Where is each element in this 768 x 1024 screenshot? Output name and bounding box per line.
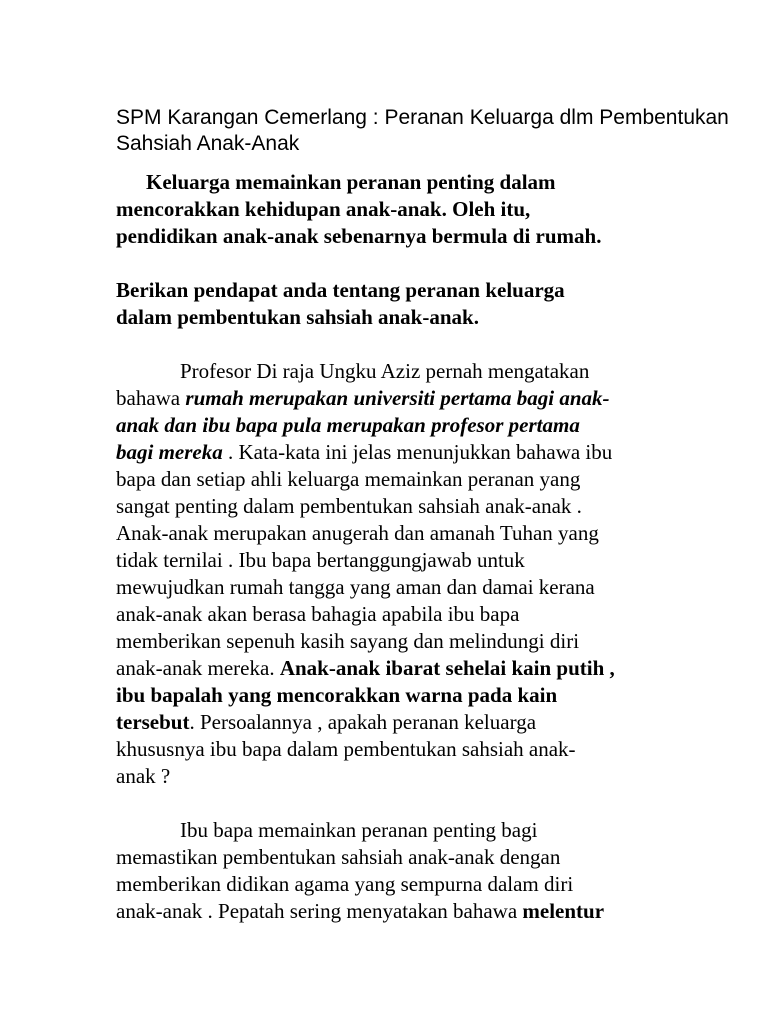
paragraph-line	[116, 385, 610, 411]
paragraph-line: Ibu bapa memainkan peranan penting bagi	[180, 818, 538, 842]
paragraph-line: tidak ternilai . Ibu bapa bertanggungjawab untuk	[116, 548, 525, 572]
emphasis-text: rumah merupakan universiti pertama bagi anak-	[185, 386, 610, 410]
paragraph-line: khususnya ibu bapa dalam pembentukan sahsiah anak-	[116, 737, 576, 761]
bold-text: Anak-anak ibarat sehelai kain putih ,	[279, 656, 615, 680]
paragraph-line: anak ?	[116, 764, 171, 788]
intro-line: pendidikan anak-anak sebenarnya bermula di rumah.	[116, 224, 602, 248]
bold-line: ibu bapalah yang mencorakkan warna pada kain	[116, 683, 558, 707]
text-run: . Persoalannya , apakah peranan keluarga	[189, 710, 537, 734]
paragraph-line	[116, 898, 604, 924]
paragraph-line: Profesor Di raja Ungku Aziz pernah mengatakan	[180, 359, 590, 383]
paragraph-line	[116, 709, 536, 735]
paragraph-line: sangat penting dalam pembentukan sahsiah anak-anak .	[116, 494, 582, 518]
text-run: . Kata-kata ini jelas menunjukkan bahawa ibu	[222, 440, 613, 464]
bold-text: tersebut	[116, 710, 190, 734]
text-run: anak-anak . Pepatah sering menyatakan bahawa	[116, 899, 523, 923]
paragraph-line: bapa dan setiap ahli keluarga memainkan peranan yang	[116, 467, 581, 491]
emphasis-text: bagi mereka	[116, 440, 223, 464]
question-line: Berikan pendapat anda tentang peranan keluarga	[116, 278, 565, 302]
paragraph-line	[116, 439, 612, 465]
paragraph-line: memberikan sepenuh kasih sayang dan melindungi diri	[116, 629, 580, 653]
document-title: SPM Karangan Cemerlang : Peranan Keluarga dlm Pembentukan Sahsiah Anak-Anak	[116, 106, 729, 155]
intro-line: mencorakkan kehidupan anak-anak. Oleh itu,	[116, 197, 531, 221]
paragraph-line: anak-anak akan berasa bahagia apabila ibu bapa	[116, 602, 520, 626]
text-run: bahawa	[116, 386, 186, 410]
paragraph-line: memastikan pembentukan sahsiah anak-anak dengan	[116, 845, 561, 869]
emphasis-line: anak dan ibu bapa pula merupakan profesor pertama	[116, 413, 580, 437]
paragraph-line: Anak-anak merupakan anugerah dan amanah Tuhan yang	[116, 521, 599, 545]
paragraph-line: memberikan didikan agama yang sempurna dalam diri	[116, 872, 574, 896]
intro-line: Keluarga memainkan peranan penting dalam	[146, 170, 556, 194]
bold-text: melentur	[522, 899, 605, 923]
text-run: anak-anak mereka.	[116, 656, 280, 680]
paragraph-line	[116, 655, 615, 681]
question-line: dalam pembentukan sahsiah anak-anak.	[116, 305, 479, 329]
paragraph-line: mewujudkan rumah tangga yang aman dan damai kerana	[116, 575, 595, 599]
